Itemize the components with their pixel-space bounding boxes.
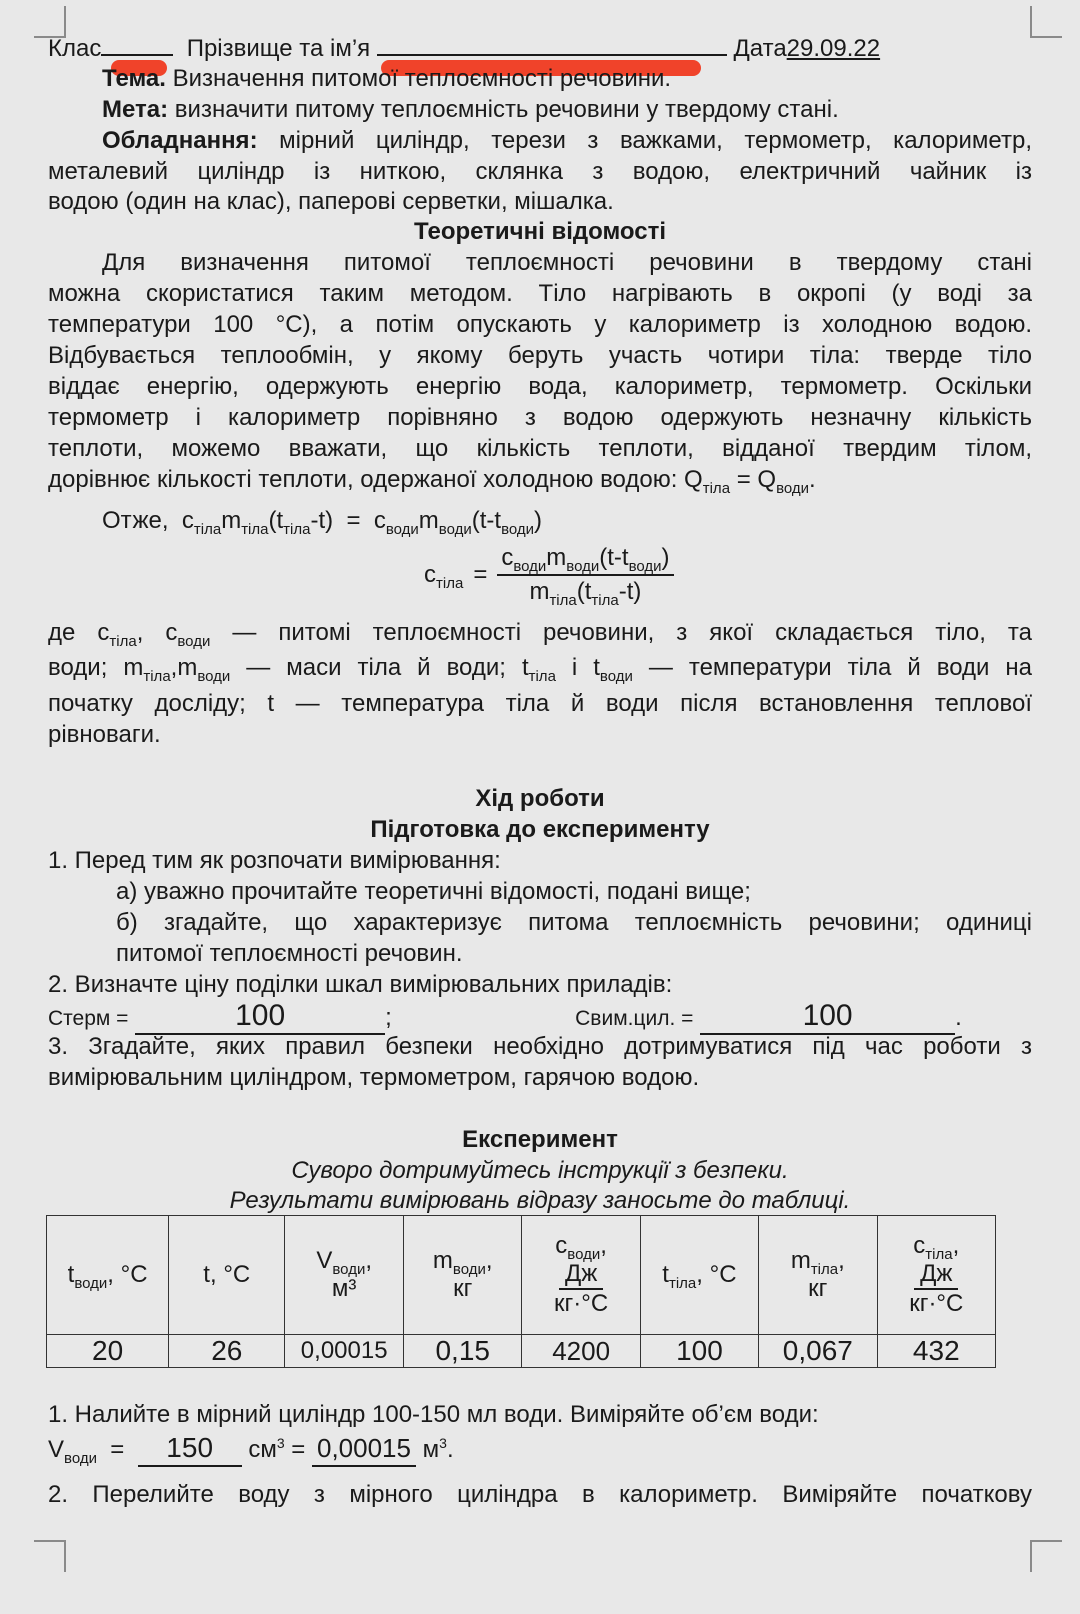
header-cell: t, °С [169, 1216, 285, 1335]
topic-label: Тема. [102, 65, 166, 92]
results-table [46, 1215, 996, 1368]
table-row [47, 1335, 996, 1368]
v-cm3-field[interactable] [138, 1432, 242, 1467]
goal-label: Мета: [102, 96, 169, 123]
step-text: 1. Перед тим як розпочати вимірювання: [48, 847, 501, 874]
topic-text: Визначення питомої теплоємності речовини. [172, 65, 672, 92]
experiment-heading: Експеримент [462, 1126, 618, 1153]
equipment-text: водою (один на клас), паперові серветки, мішалка. [48, 188, 614, 215]
step-text: питомої теплоємності речовин. [116, 940, 463, 967]
subscript: тіла [436, 575, 464, 592]
subscript: води [501, 521, 535, 538]
equipment-line [102, 125, 1032, 156]
results-note: Результати вимірювань відразу заносьте до таблиці. [229, 1187, 851, 1214]
header-cell: $V_{води}$, м³ [285, 1216, 404, 1335]
class-label: Клас [48, 35, 102, 62]
crop-mark-bottom-left [34, 1540, 66, 1572]
subscript: тіла [193, 521, 222, 538]
name-field[interactable] [377, 54, 727, 56]
theory-text: теплоти, можемо вважати, що кількість теплоти, відданої твердим тілом, [48, 435, 1032, 462]
formula-specific-heat: $c_{тіла}$ = $\frac{c_{води}m_{води}(t-t_{води})}{m_{тіла}(t_{тіла}-t)}$ [424, 544, 674, 606]
equipment-label: Обладнання: [102, 127, 258, 154]
c-term-value: 100 [235, 999, 286, 1032]
equipment-text: металевий циліндр із ниткою, склянка з водою, електричний чайник із [48, 158, 1032, 185]
scale-division-line: Стерм = 100 ; Свим.цил. = 100 . [48, 1000, 1032, 1035]
crop-mark-top-right [1030, 6, 1062, 38]
theory-text: дорівнює кількості теплоти, одержаної холодною водою: $Q_{тіла} = Q_{води}$. [48, 466, 816, 497]
c-cyl-field[interactable] [700, 1000, 955, 1035]
therefore-label: Отже, [102, 507, 169, 534]
formula-heat-balance: Отже, $c_{тіла}m_{тіла}(t_{тіла}-t) = c_{води}m_{води}(t-t_{води})$ [102, 507, 543, 538]
step-text: а) уважно прочитайте теоретичні відомості, подані вище; [116, 878, 751, 905]
subscript: води [628, 558, 662, 575]
goal-line [102, 94, 1032, 125]
where-text: рівноваги. [48, 721, 161, 748]
table-cell[interactable]: 0,00015 [285, 1335, 404, 1368]
where-text: води; $m_{тіла},m_{води}$ — маси тіла й води; $t_{тіла}$ і $t_{води}$ — температури тіла й води на [48, 654, 1033, 685]
theory-text-part: дорівнює кількості теплоти, одержаної холодною водою: Q [48, 466, 703, 493]
unit-m3: м [422, 1436, 440, 1463]
table-cell[interactable]: 20 [47, 1335, 169, 1368]
table-cell[interactable]: 432 [877, 1335, 995, 1368]
v-m3-value: 0,00015 [316, 1433, 411, 1463]
c-term-field[interactable] [135, 1000, 385, 1035]
date-value: 29.09.22 [786, 35, 881, 62]
table-cell[interactable]: 26 [169, 1335, 285, 1368]
unit-cm3: см [248, 1436, 277, 1463]
subscript: води [776, 480, 810, 497]
fraction: $\frac{c_{води}m_{води}(t-t_{води})}{m_{тіла}(t_{тіла}-t)}$ [497, 544, 673, 606]
subscript: води [566, 558, 600, 575]
safety-note: Суворо дотримуйтесь інструкції з безпеки. [291, 1157, 789, 1184]
date-label: Дата [733, 35, 787, 62]
header-cell: $t_{води}$, °С [47, 1216, 169, 1335]
subscript: тіла [702, 480, 731, 497]
name-label: Прізвище та ім’я [186, 35, 371, 62]
header-line [48, 33, 1032, 64]
v-label: V [48, 1436, 65, 1463]
theory-text: Відбувається теплообмін, у якому беруть участь чотири тіла: тверде тіло [48, 342, 1032, 369]
theory-text: Для визначення питомої теплоємності речовини в твердому стані [102, 249, 1032, 276]
subscript: тіла [591, 592, 619, 609]
step-text: вимірювальним циліндром, термометром, гарячою водою. [48, 1064, 700, 1091]
where-text: початку досліду; t — температура тіла й води після встановлення теплової [48, 690, 1032, 717]
c-cyl-label: Свим.цил. = [575, 1007, 694, 1030]
crop-mark-bottom-right [1030, 1540, 1062, 1572]
header-cell: $с_{тіла}$, Дж кг·°С [877, 1216, 995, 1335]
subscript: води [513, 558, 547, 575]
subscript: води [385, 521, 419, 538]
subscript: тіла [283, 521, 311, 538]
theory-text: температури 100 °С), а потім опускають у калориметр із холодною водою. [48, 311, 1032, 338]
step-text: 2. Визначте ціну поділки шкал вимірювальних приладів: [48, 971, 673, 998]
v-cm3-value: 150 [166, 1432, 214, 1463]
c-cyl-value: 100 [802, 999, 853, 1032]
theory-text: термометр і калориметр порівняно з водою одержують незначну кількість [48, 404, 1032, 431]
where-text: де $c_{тіла}$, $c_{води}$ — питомі теплоємності речовини, з якої складається тіло, та [48, 619, 1033, 650]
experiment-step: 1. Налийте в мірний циліндр 100-150 мл води. Виміряйте об’єм води: [48, 1401, 819, 1428]
experiment-step: 2. Перелийте воду з мірного циліндра в калориметр. Виміряйте початкову [48, 1481, 1032, 1508]
header-cell: $m_{тіла}$, кг [759, 1216, 878, 1335]
subscript: води [64, 1450, 97, 1467]
header-cell: $t_{тіла}$, °С [640, 1216, 758, 1335]
step-text: б) згадайте, що характеризує питома теплоємність речовини; одиниці [116, 909, 1032, 936]
subscript: тіла [549, 592, 577, 609]
theory-heading: Теоретичні відомості [414, 218, 666, 245]
header-cell: $с_{води}$, Дж кг·°С [522, 1216, 640, 1335]
equipment-text: мірний циліндр, терези з важками, термометр, калориметр, [279, 127, 1032, 154]
table-cell[interactable]: 100 [640, 1335, 758, 1368]
class-field[interactable] [101, 54, 173, 56]
procedure-heading: Хід роботи [475, 785, 605, 812]
step-text: 3. Згадайте, яких правил безпеки необхідно дотримуватися під час роботи з [48, 1033, 1032, 1060]
topic-line [102, 63, 1032, 94]
table-cell[interactable]: 0,15 [404, 1335, 522, 1368]
subscript: тіла [241, 521, 269, 538]
theory-text: віддає енергію, одержують енергію вода, калориметр, термометр. Оскільки [48, 373, 1032, 400]
v-m3-field[interactable] [312, 1433, 416, 1467]
goal-text: визначити питому теплоємність речовини у твердому стані. [174, 96, 839, 123]
volume-line: $V_{води} = 150$ $см^3 = 0,00015$ $м^3$. [48, 1432, 454, 1467]
c-term-label: Стерм = [48, 1007, 129, 1030]
header-cell: $m_{води}$, кг [404, 1216, 522, 1335]
theory-text: можна скористатися таким методом. Тіло нагрівають в окропі (у воді за [48, 280, 1032, 307]
preparation-heading: Підготовка до експерименту [370, 816, 710, 843]
subscript: води [438, 521, 472, 538]
table-cell[interactable]: 0,067 [759, 1335, 878, 1368]
table-header-row [47, 1216, 996, 1335]
table-cell[interactable]: 4200 [522, 1335, 640, 1368]
